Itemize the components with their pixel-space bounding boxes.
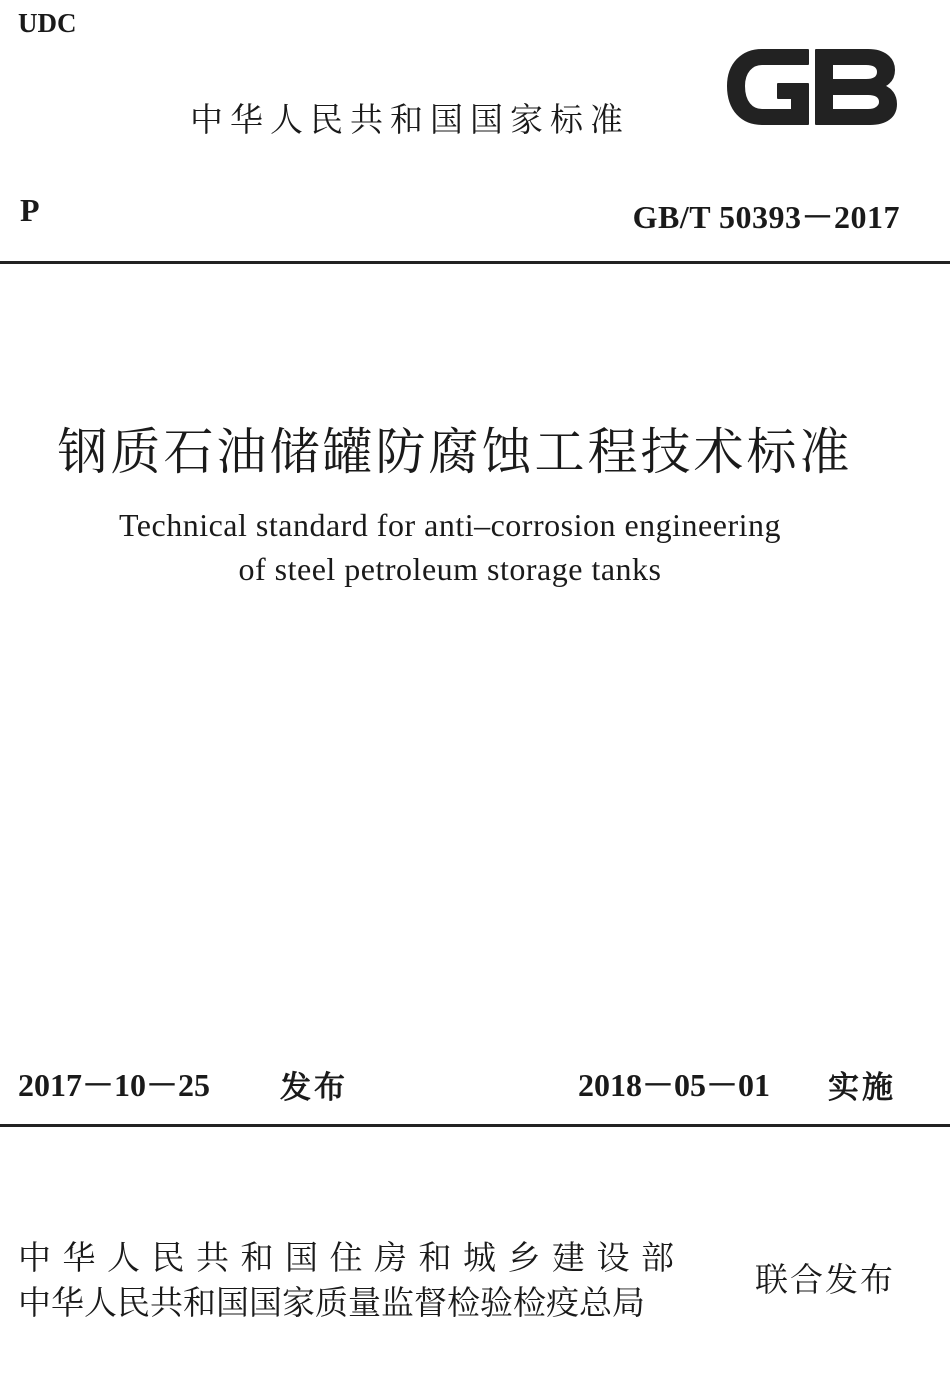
bottom-divider — [0, 1124, 950, 1127]
effective-date: 2018－05－01 — [578, 1067, 771, 1103]
title-english — [0, 503, 900, 591]
category-code: P — [20, 192, 40, 228]
issue-label: 发布 — [280, 1070, 348, 1106]
title-english-line-2: of steel petroleum storage tanks — [238, 551, 662, 587]
issue-date: 2017－10－25 — [18, 1067, 211, 1103]
title-english-line-1: Technical standard for anti–corrosion engineering — [118, 507, 781, 543]
title-chinese: 钢质石油储罐防腐蚀工程技术标准 — [57, 423, 853, 481]
issuer-ministry-housing: 中华人民共和国住房和城乡建设部 — [18, 1238, 686, 1277]
national-standard-heading: 中华人民共和国国家标准 — [190, 100, 630, 139]
gb-logo — [722, 40, 900, 134]
effective-label: 实施 — [828, 1070, 896, 1106]
udc-label: UDC — [18, 8, 77, 38]
gb-logo-mark — [722, 40, 900, 134]
issuer-quality-supervision: 中华人民共和国国家质量监督检验检疫总局 — [18, 1283, 645, 1322]
joint-issue-label: 联合发布 — [755, 1260, 895, 1299]
top-divider — [0, 261, 950, 264]
standard-number: GB/T 50393－2017 — [632, 199, 900, 235]
